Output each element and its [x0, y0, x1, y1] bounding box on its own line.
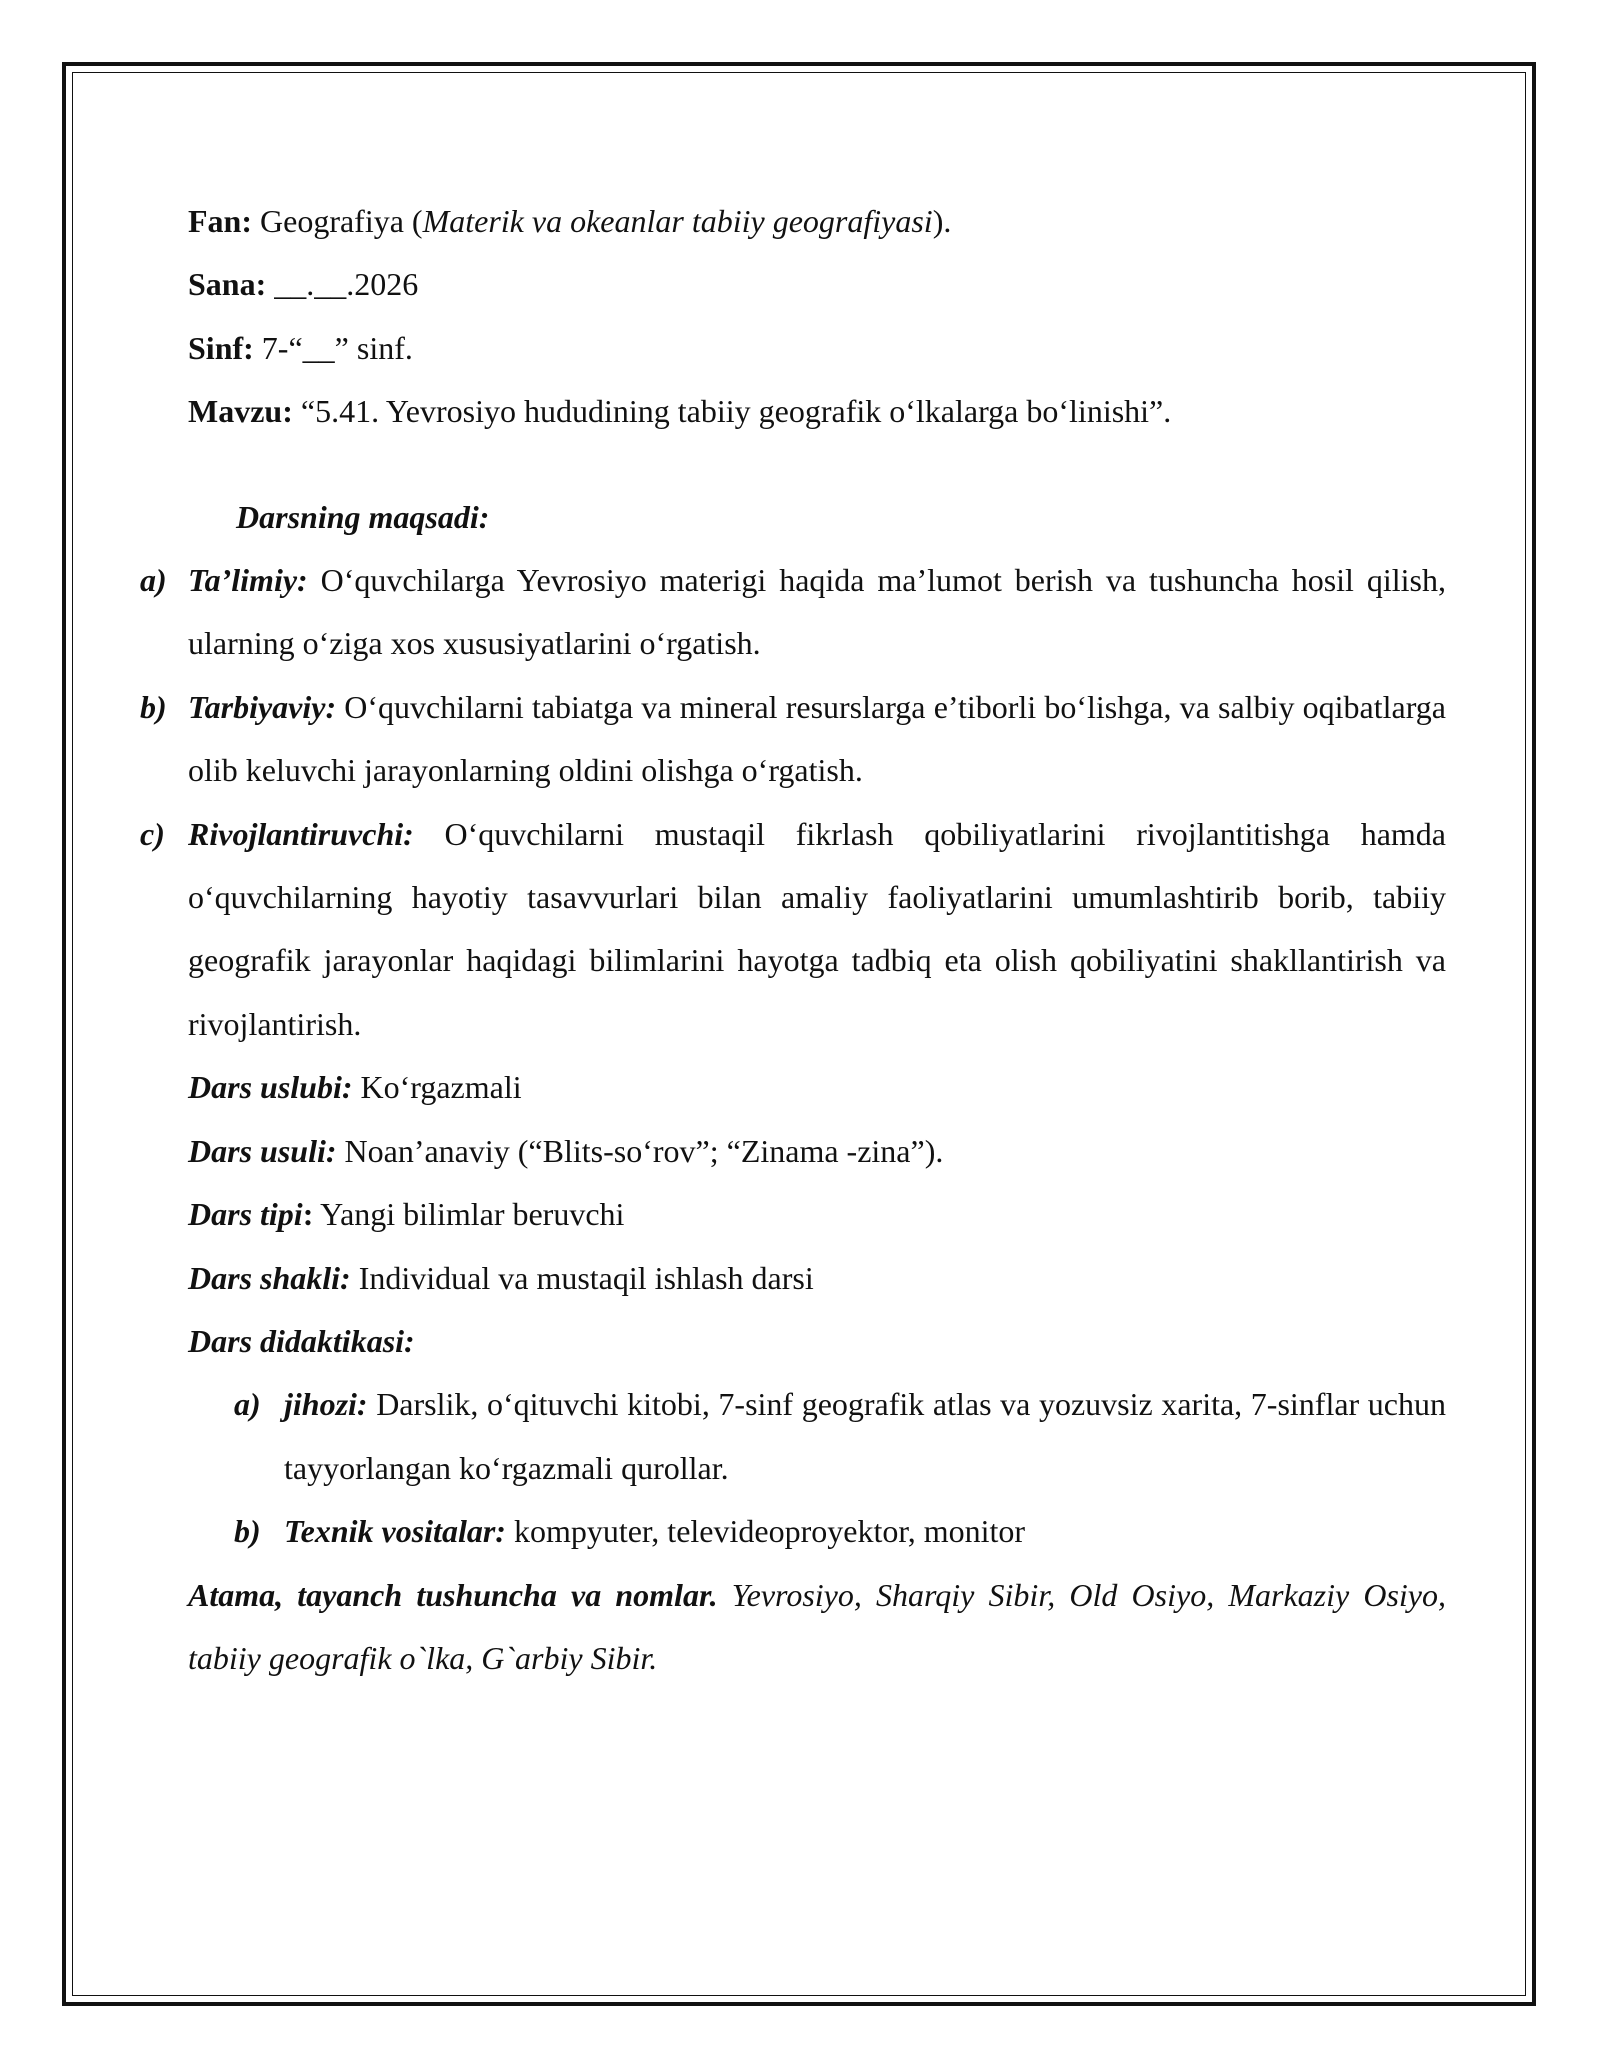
lesson-method-label: Dars usuli:: [188, 1132, 337, 1169]
didactics-label: jihozi:: [284, 1386, 368, 1423]
goal-text: O‘quvchilarni mustaqil fikrlash qobiliyatlarini rivojlantitishga hamda o‘quvchilarning hayotiy tasavvurlari bilan amaliy faoliyatlarini umumlashtirib borib, tabiiy geografik jarayonlar haqidagi bilimlarini hayotga tadbiq eta olish qobiliyatini shakllantirish va rivojlantirish.: [188, 815, 1446, 1042]
goal-label: Tarbiyaviy:: [188, 688, 337, 725]
goals-heading: Darsning maqsadi:: [236, 498, 490, 535]
lesson-form-label: Dars shakli:: [188, 1259, 351, 1296]
didactics-marker: a): [234, 1386, 261, 1423]
goal-label: Rivojlantiruvchi:: [188, 815, 414, 852]
topic-label: Mavzu:: [188, 393, 293, 430]
goal-text: O‘quvchilarga Yevrosiyo materigi haqida ma’lumot berish va tushuncha hosil qilish, ularning o‘ziga xos xususiyatlarini o‘rgatish.: [188, 562, 1446, 662]
goal-item-educational: [140, 549, 1446, 676]
terms-value: Yevrosiyo, Sharqiy Sibir, Old Osiyo, Markaziy Osiyo, tabiiy geografik o`lka, G`arbiy Sibir.: [188, 1576, 1447, 1676]
lesson-form-value: Individual va mustaqil ishlash darsi: [350, 1259, 814, 1296]
didactics-text: kompyuter, televideoproyektor, monitor: [505, 1513, 1026, 1550]
lesson-style-label: Dars uslubi:: [188, 1069, 353, 1106]
didactics-item-technical: [234, 1500, 1446, 1563]
date-label: Sana:: [188, 266, 267, 303]
class-value: 7-“__” sinf.: [253, 329, 413, 366]
lesson-didactics-heading: Dars didaktikasi:: [188, 1322, 415, 1359]
subject-label: Fan:: [188, 203, 252, 239]
date-line: [188, 253, 1446, 316]
terms-paragraph: [188, 1564, 1446, 1691]
lesson-type-label: Dars tipi: [188, 1196, 303, 1233]
lesson-type-line: [188, 1183, 1446, 1246]
topic-line: [188, 380, 1446, 443]
lesson-form-line: [188, 1247, 1446, 1310]
topic-value: “5.41. Yevrosiyo hududining tabiiy geografik o‘lkalarga bo‘linishi”.: [292, 393, 1172, 430]
subject-value: Geografiya (: [252, 203, 423, 239]
spacer: [188, 444, 1446, 486]
goal-marker: b): [140, 688, 167, 725]
goal-marker: a): [140, 562, 167, 599]
lesson-type-value: Yangi bilimlar beruvchi: [313, 1196, 625, 1233]
class-label: Sinf:: [188, 329, 254, 366]
goal-marker: c): [140, 815, 165, 852]
class-line: [188, 317, 1446, 380]
didactics-label: Texnik vositalar:: [284, 1513, 506, 1550]
goal-item-developmental: [140, 803, 1446, 1057]
subject-line: [188, 190, 1446, 253]
goal-label: Ta’limiy:: [188, 562, 308, 599]
goal-item-upbringing: [140, 676, 1446, 803]
lesson-method-value: Noan’anaviy (“Blits-so‘rov”; “Zinama -zina”).: [336, 1132, 944, 1169]
date-value: __.__.2026: [266, 266, 419, 303]
subject-value-italic: Materik va okeanlar tabiiy geografiyasi: [422, 203, 933, 239]
subject-value-end: ).: [932, 203, 952, 239]
didactics-marker: b): [234, 1513, 261, 1550]
didactics-item-equipment: [234, 1373, 1446, 1500]
terms-label: Atama, tayanch tushuncha va nomlar.: [188, 1576, 718, 1613]
lesson-style-value: Ko‘rgazmali: [352, 1069, 522, 1106]
goal-text: O‘quvchilarni tabiatga va mineral resurslarga e’tiborli bo‘lishga, va salbiy oqibatlarga olib keluvchi jarayonlarning oldini olishga o‘rgatish.: [188, 688, 1446, 789]
lesson-method-line: [188, 1120, 1446, 1183]
lesson-plan-body: [140, 190, 1447, 1690]
didactics-text: Darslik, o‘qituvchi kitobi, 7-sinf geografik atlas va yozuvsiz xarita, 7-sinflar uchun tayyorlangan ko‘rgazmali qurollar.: [284, 1386, 1446, 1486]
lesson-type-colon: :: [302, 1196, 314, 1233]
lesson-style-line: [188, 1056, 1446, 1119]
